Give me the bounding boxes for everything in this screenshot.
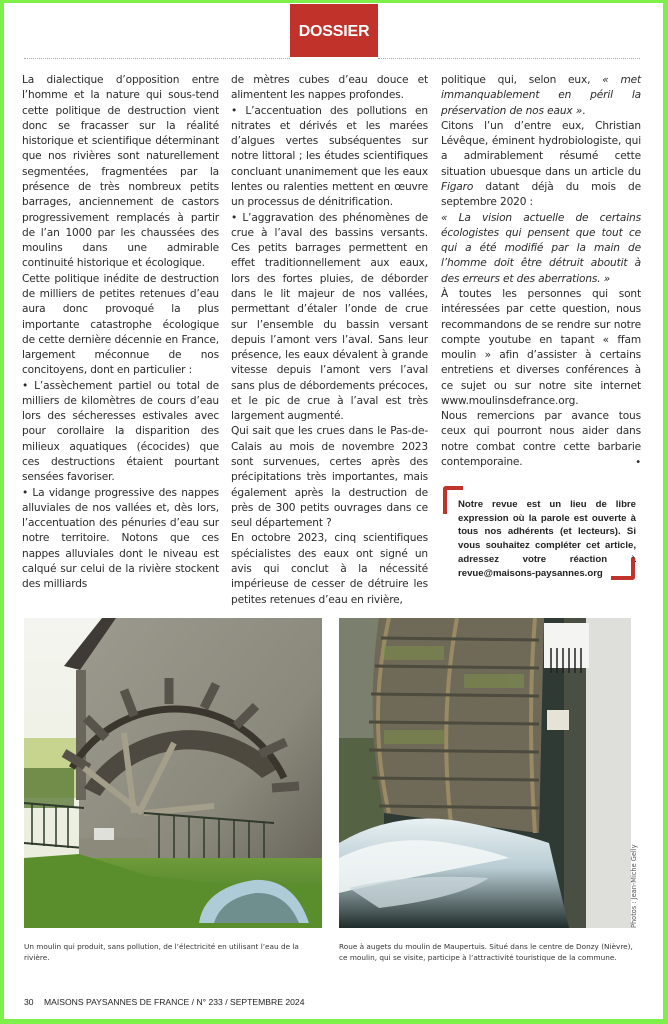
text: Nous remercions par avance tous ceux qui pourront nous aider dans notre combat contre cette barbarie contemporaine. <box>441 410 641 469</box>
page-footer <box>24 997 304 1007</box>
callout-corner-bracket-bottom-right <box>611 558 635 580</box>
article-column-1 <box>22 73 219 593</box>
photo-illustration <box>24 618 322 928</box>
paragraph <box>441 409 641 470</box>
photo-bucket-water-wheel <box>339 618 631 928</box>
paragraph: À toutes les personnes qui sont intéressées par cette question, nous recommandons de se rendre sur notre compte youtube en tapant « ffam moulin » afin d’assister à certains entretiens et diverses conférences à ce sujet ou sur notre site internet www.moulinsdefrance.org. <box>441 287 641 407</box>
callout-text: Notre revue est un lieu de libre expression où la parole est ouverte à tous nos adhérents (et lecteurs). Si vous souhaitez compléter cet article, adressez votre réaction à revue@maisons-paysannes.org <box>458 499 636 579</box>
bullet-paragraph: • L’assèchement partiel ou total de milliers de kilomètres de cours d’eau lors des sécheresses estivales avec pour corollaire la disparition des milieux aquatiques (écocides) que ces destructions étaient pourtant sensées favoriser. <box>22 379 219 484</box>
reader-callout <box>437 484 649 580</box>
photo-credit: Photos : Jean-Miche Gelly <box>630 844 638 928</box>
paragraph <box>441 119 641 211</box>
magazine-page <box>4 3 663 1019</box>
header-rule-left <box>24 58 290 59</box>
text: datant déjà du mois de septembre 2020 : <box>441 180 641 209</box>
article-column-2 <box>231 73 428 608</box>
section-header-dossier: DOSSIER <box>290 4 378 57</box>
photo-caption-1: Un moulin qui produit, sans pollution, de l’électricité en utilisant l’eau de la rivière. <box>24 942 299 962</box>
paragraph: Cette politique inédite de destruction de milliers de petites retenues d’eau aura donc provoqué la plus importante catastrophe écologique de cette dernière décennie en France, largement méconnue de nos concitoyens, dont en particulier : <box>22 272 219 377</box>
paragraph: La dialectique d’opposition entre l’homme et la nature qui sous-tend cette politique de destruction vient donc se fracasser sur la réalité historique et scientifique déterminant que nos rivières sont naturellement segmentées, fragmentées par la présence de très nombreux petits barrages, anciennement de castors progressivement remplacés à partir de l’an 1000 par les chaussées des moulins dans une admirable continuité historique et écologique. <box>22 74 219 270</box>
paragraph: En octobre 2023, cinq scientifiques spécialistes des eaux ont signé un avis qui conclut à la nécessité impérieuse de cesser de détruire les petites retenues d’eau en rivière, <box>231 532 428 606</box>
header-rule-right <box>378 58 640 59</box>
quote: « met immanquablement en péril la préservation de nos eaux » <box>441 74 641 117</box>
text: politique qui, selon eux, <box>441 74 603 86</box>
text: . <box>582 104 586 117</box>
paragraph: Qui sait que les crues dans le Pas-de-Calais au mois de novembre 2023 sont survenues, certes après des précipitations très importantes, mais également après la destruction de près de 300 petits ouvrages dans ce seul département ? <box>231 425 428 530</box>
bullet-paragraph: • L’accentuation des pollutions en nitrates et dérivés et les marées d’algues vertes subséquentes sur notre littoral ; les études scientifiques concluant unanimement que les eaux lentes ou ralenties mettent en œuvre un processus de dénitrification. <box>231 104 428 209</box>
photo-illustration <box>339 618 631 928</box>
paragraph: de mètres cubes d’eau douce et alimentent les nappes profondes. <box>231 74 428 102</box>
article-column-3 <box>441 73 641 470</box>
page-number: 30 <box>24 997 34 1007</box>
bullet-paragraph: • La vidange progressive des nappes alluviales de nos vallées et, dès lors, l’accentuation des pénuries d’eau sur notre territoire. Notons que ces nappes alluviales dont le niveau est calqué sur celui de la rivière stockent des milliards <box>22 486 219 591</box>
bullet-paragraph: • L’aggravation des phénomènes de crue à l’aval des bassins versants. Ces petits barrages permettent en effet traditionnellement aux eaux, lors des fortes pluies, de déborder dans le lit majeur de nos vallées, permettant d’étaler l’onde de crue sur l’ensemble du bassin versant depuis l’amont vers l’aval. Sans leur présence, les eaux dévalent à grande vitesse depuis l’amont vers l’aval sans plus de débordements précoces, et le pic de crue à l’aval est très largement augmenté. <box>231 211 428 423</box>
journal-name: Figaro <box>441 180 474 193</box>
text: Citons l’un d’entre eux, Christian Lévêque, éminent hydrobiologiste, qui a admirablement résumé cette situation ubuesque dans un article du <box>441 119 641 178</box>
photo-mill-water-wheel <box>24 618 322 928</box>
block-quote: « La vision actuelle de certains écologistes qui pensent que tout ce qui a été modifié par la main de l’homme doit être détruit aboutit à des erreurs et des aberrations. » <box>441 211 641 285</box>
photo-caption-2: Roue à augets du moulin de Maupertuis. Situé dans le centre de Donzy (Nièvre), ce moulin, qui se visite, participe à l’attractivité touristique de la commune. <box>339 942 633 962</box>
end-of-article-mark: • <box>635 457 641 469</box>
paragraph <box>441 73 641 119</box>
publication-line: MAISONS PAYSANNES DE FRANCE / N° 233 / SEPTEMBRE 2024 <box>43 997 305 1007</box>
